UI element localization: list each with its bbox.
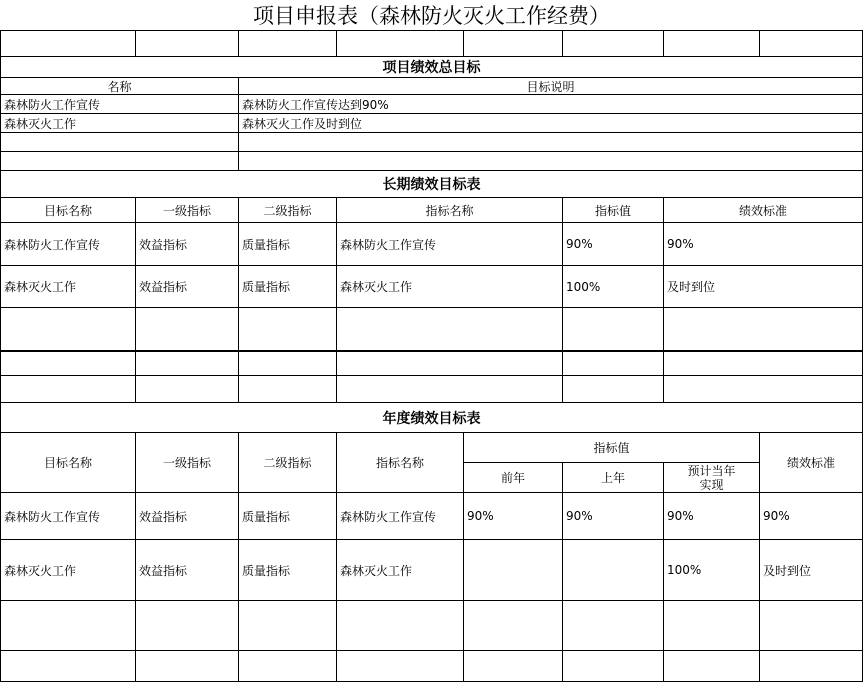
overall-desc-header: 目标说明 xyxy=(239,78,863,95)
longterm-goal-header: 长期绩效目标表 xyxy=(0,171,863,198)
blank-cell[interactable] xyxy=(337,601,464,651)
blank-cell[interactable] xyxy=(464,651,563,682)
blank-cell[interactable] xyxy=(664,352,863,376)
blank-cell[interactable] xyxy=(664,651,760,682)
annual-cell-goal-name[interactable]: 森林灭火工作 xyxy=(0,540,136,601)
annual-subcol-last-year: 上年 xyxy=(563,463,664,493)
blank-cell[interactable] xyxy=(0,30,136,57)
longterm-cell-goal-name[interactable]: 森林防火工作宣传 xyxy=(0,223,136,266)
annual-col-goal-name: 目标名称 xyxy=(0,433,136,493)
annual-subcol-year-before: 前年 xyxy=(464,463,563,493)
overall-row-name[interactable]: 森林防火工作宣传 xyxy=(0,95,239,114)
annual-cell-indicator-name[interactable]: 森林防火工作宣传 xyxy=(337,493,464,540)
blank-cell[interactable] xyxy=(136,376,239,403)
blank-cell[interactable] xyxy=(239,601,337,651)
blank-cell[interactable] xyxy=(337,376,563,403)
blank-cell[interactable] xyxy=(136,30,239,57)
longterm-col-standard: 绩效标准 xyxy=(664,198,863,223)
annual-cell-standard[interactable]: 90% xyxy=(760,493,863,540)
blank-cell[interactable] xyxy=(0,308,136,351)
annual-cell-last-year[interactable] xyxy=(563,540,664,601)
longterm-cell-indicator-name[interactable]: 森林防火工作宣传 xyxy=(337,223,563,266)
blank-cell[interactable] xyxy=(563,651,664,682)
annual-cell-indicator-name[interactable]: 森林灭火工作 xyxy=(337,540,464,601)
blank-cell[interactable] xyxy=(239,376,337,403)
annual-subcol-current: 预计当年实现 xyxy=(687,463,736,492)
blank-cell[interactable] xyxy=(0,352,136,376)
blank-cell[interactable] xyxy=(464,30,563,57)
overall-row-name[interactable]: 森林灭火工作 xyxy=(0,114,239,133)
annual-cell-current[interactable]: 100% xyxy=(664,540,760,601)
blank-cell[interactable] xyxy=(239,30,337,57)
longterm-col-indicator-value: 指标值 xyxy=(563,198,664,223)
blank-cell[interactable] xyxy=(136,352,239,376)
blank-cell[interactable] xyxy=(239,152,863,171)
annual-col-standard: 绩效标准 xyxy=(760,433,863,493)
blank-cell[interactable] xyxy=(0,152,239,171)
blank-cell[interactable] xyxy=(239,133,863,152)
longterm-cell-indicator-name[interactable]: 森林灭火工作 xyxy=(337,266,563,308)
annual-cell-year-before[interactable] xyxy=(464,540,563,601)
blank-cell[interactable] xyxy=(563,601,664,651)
longterm-cell-indicator-value[interactable]: 90% xyxy=(563,223,664,266)
blank-cell[interactable] xyxy=(464,601,563,651)
blank-cell[interactable] xyxy=(337,352,563,376)
blank-cell[interactable] xyxy=(0,133,239,152)
annual-cell-level2[interactable]: 质量指标 xyxy=(239,493,337,540)
blank-cell[interactable] xyxy=(337,30,464,57)
overall-row-desc[interactable]: 森林灭火工作及时到位 xyxy=(239,114,863,133)
longterm-cell-level1[interactable]: 效益指标 xyxy=(136,266,239,308)
overall-goal-header: 项目绩效总目标 xyxy=(0,57,863,78)
blank-cell[interactable] xyxy=(337,651,464,682)
blank-cell[interactable] xyxy=(0,651,136,682)
blank-cell[interactable] xyxy=(239,352,337,376)
annual-cell-current[interactable]: 90% xyxy=(664,493,760,540)
longterm-cell-level2[interactable]: 质量指标 xyxy=(239,223,337,266)
annual-col-level1: 一级指标 xyxy=(136,433,239,493)
blank-cell[interactable] xyxy=(136,601,239,651)
annual-cell-standard[interactable]: 及时到位 xyxy=(760,540,863,601)
blank-cell[interactable] xyxy=(337,308,563,351)
blank-cell[interactable] xyxy=(664,376,863,403)
blank-cell[interactable] xyxy=(760,651,863,682)
annual-col-level2: 二级指标 xyxy=(239,433,337,493)
blank-cell[interactable] xyxy=(0,601,136,651)
annual-goal-header: 年度绩效目标表 xyxy=(0,403,863,433)
blank-cell[interactable] xyxy=(563,30,664,57)
annual-cell-year-before[interactable]: 90% xyxy=(464,493,563,540)
annual-cell-level1[interactable]: 效益指标 xyxy=(136,493,239,540)
longterm-col-goal-name: 目标名称 xyxy=(0,198,136,223)
page-title: 项目申报表（森林防火灭火工作经费） xyxy=(253,4,610,28)
annual-cell-last-year[interactable]: 90% xyxy=(563,493,664,540)
longterm-cell-level2[interactable]: 质量指标 xyxy=(239,266,337,308)
longterm-cell-level1[interactable]: 效益指标 xyxy=(136,223,239,266)
longterm-col-indicator-name: 指标名称 xyxy=(337,198,563,223)
blank-cell[interactable] xyxy=(563,352,664,376)
annual-col-indicator-value: 指标值 xyxy=(464,433,760,463)
longterm-col-level1: 一级指标 xyxy=(136,198,239,223)
overall-name-header: 名称 xyxy=(0,78,239,95)
longterm-cell-standard[interactable]: 及时到位 xyxy=(664,266,863,308)
blank-cell[interactable] xyxy=(136,651,239,682)
blank-cell[interactable] xyxy=(0,376,136,403)
blank-cell[interactable] xyxy=(239,308,337,351)
annual-subcol-current-cell xyxy=(664,463,760,493)
blank-cell[interactable] xyxy=(760,30,863,57)
annual-col-indicator-name: 指标名称 xyxy=(337,433,464,493)
annual-cell-level2[interactable]: 质量指标 xyxy=(239,540,337,601)
longterm-col-level2: 二级指标 xyxy=(239,198,337,223)
blank-cell[interactable] xyxy=(664,30,760,57)
annual-cell-goal-name[interactable]: 森林防火工作宣传 xyxy=(0,493,136,540)
blank-cell[interactable] xyxy=(760,601,863,651)
overall-row-desc[interactable]: 森林防火工作宣传达到90% xyxy=(239,95,863,114)
blank-cell[interactable] xyxy=(136,308,239,351)
blank-cell[interactable] xyxy=(563,308,664,351)
blank-cell[interactable] xyxy=(563,376,664,403)
longterm-cell-goal-name[interactable]: 森林灭火工作 xyxy=(0,266,136,308)
blank-cell[interactable] xyxy=(239,651,337,682)
longterm-cell-standard[interactable]: 90% xyxy=(664,223,863,266)
blank-cell[interactable] xyxy=(664,308,863,351)
annual-cell-level1[interactable]: 效益指标 xyxy=(136,540,239,601)
longterm-cell-indicator-value[interactable]: 100% xyxy=(563,266,664,308)
blank-cell[interactable] xyxy=(664,601,760,651)
